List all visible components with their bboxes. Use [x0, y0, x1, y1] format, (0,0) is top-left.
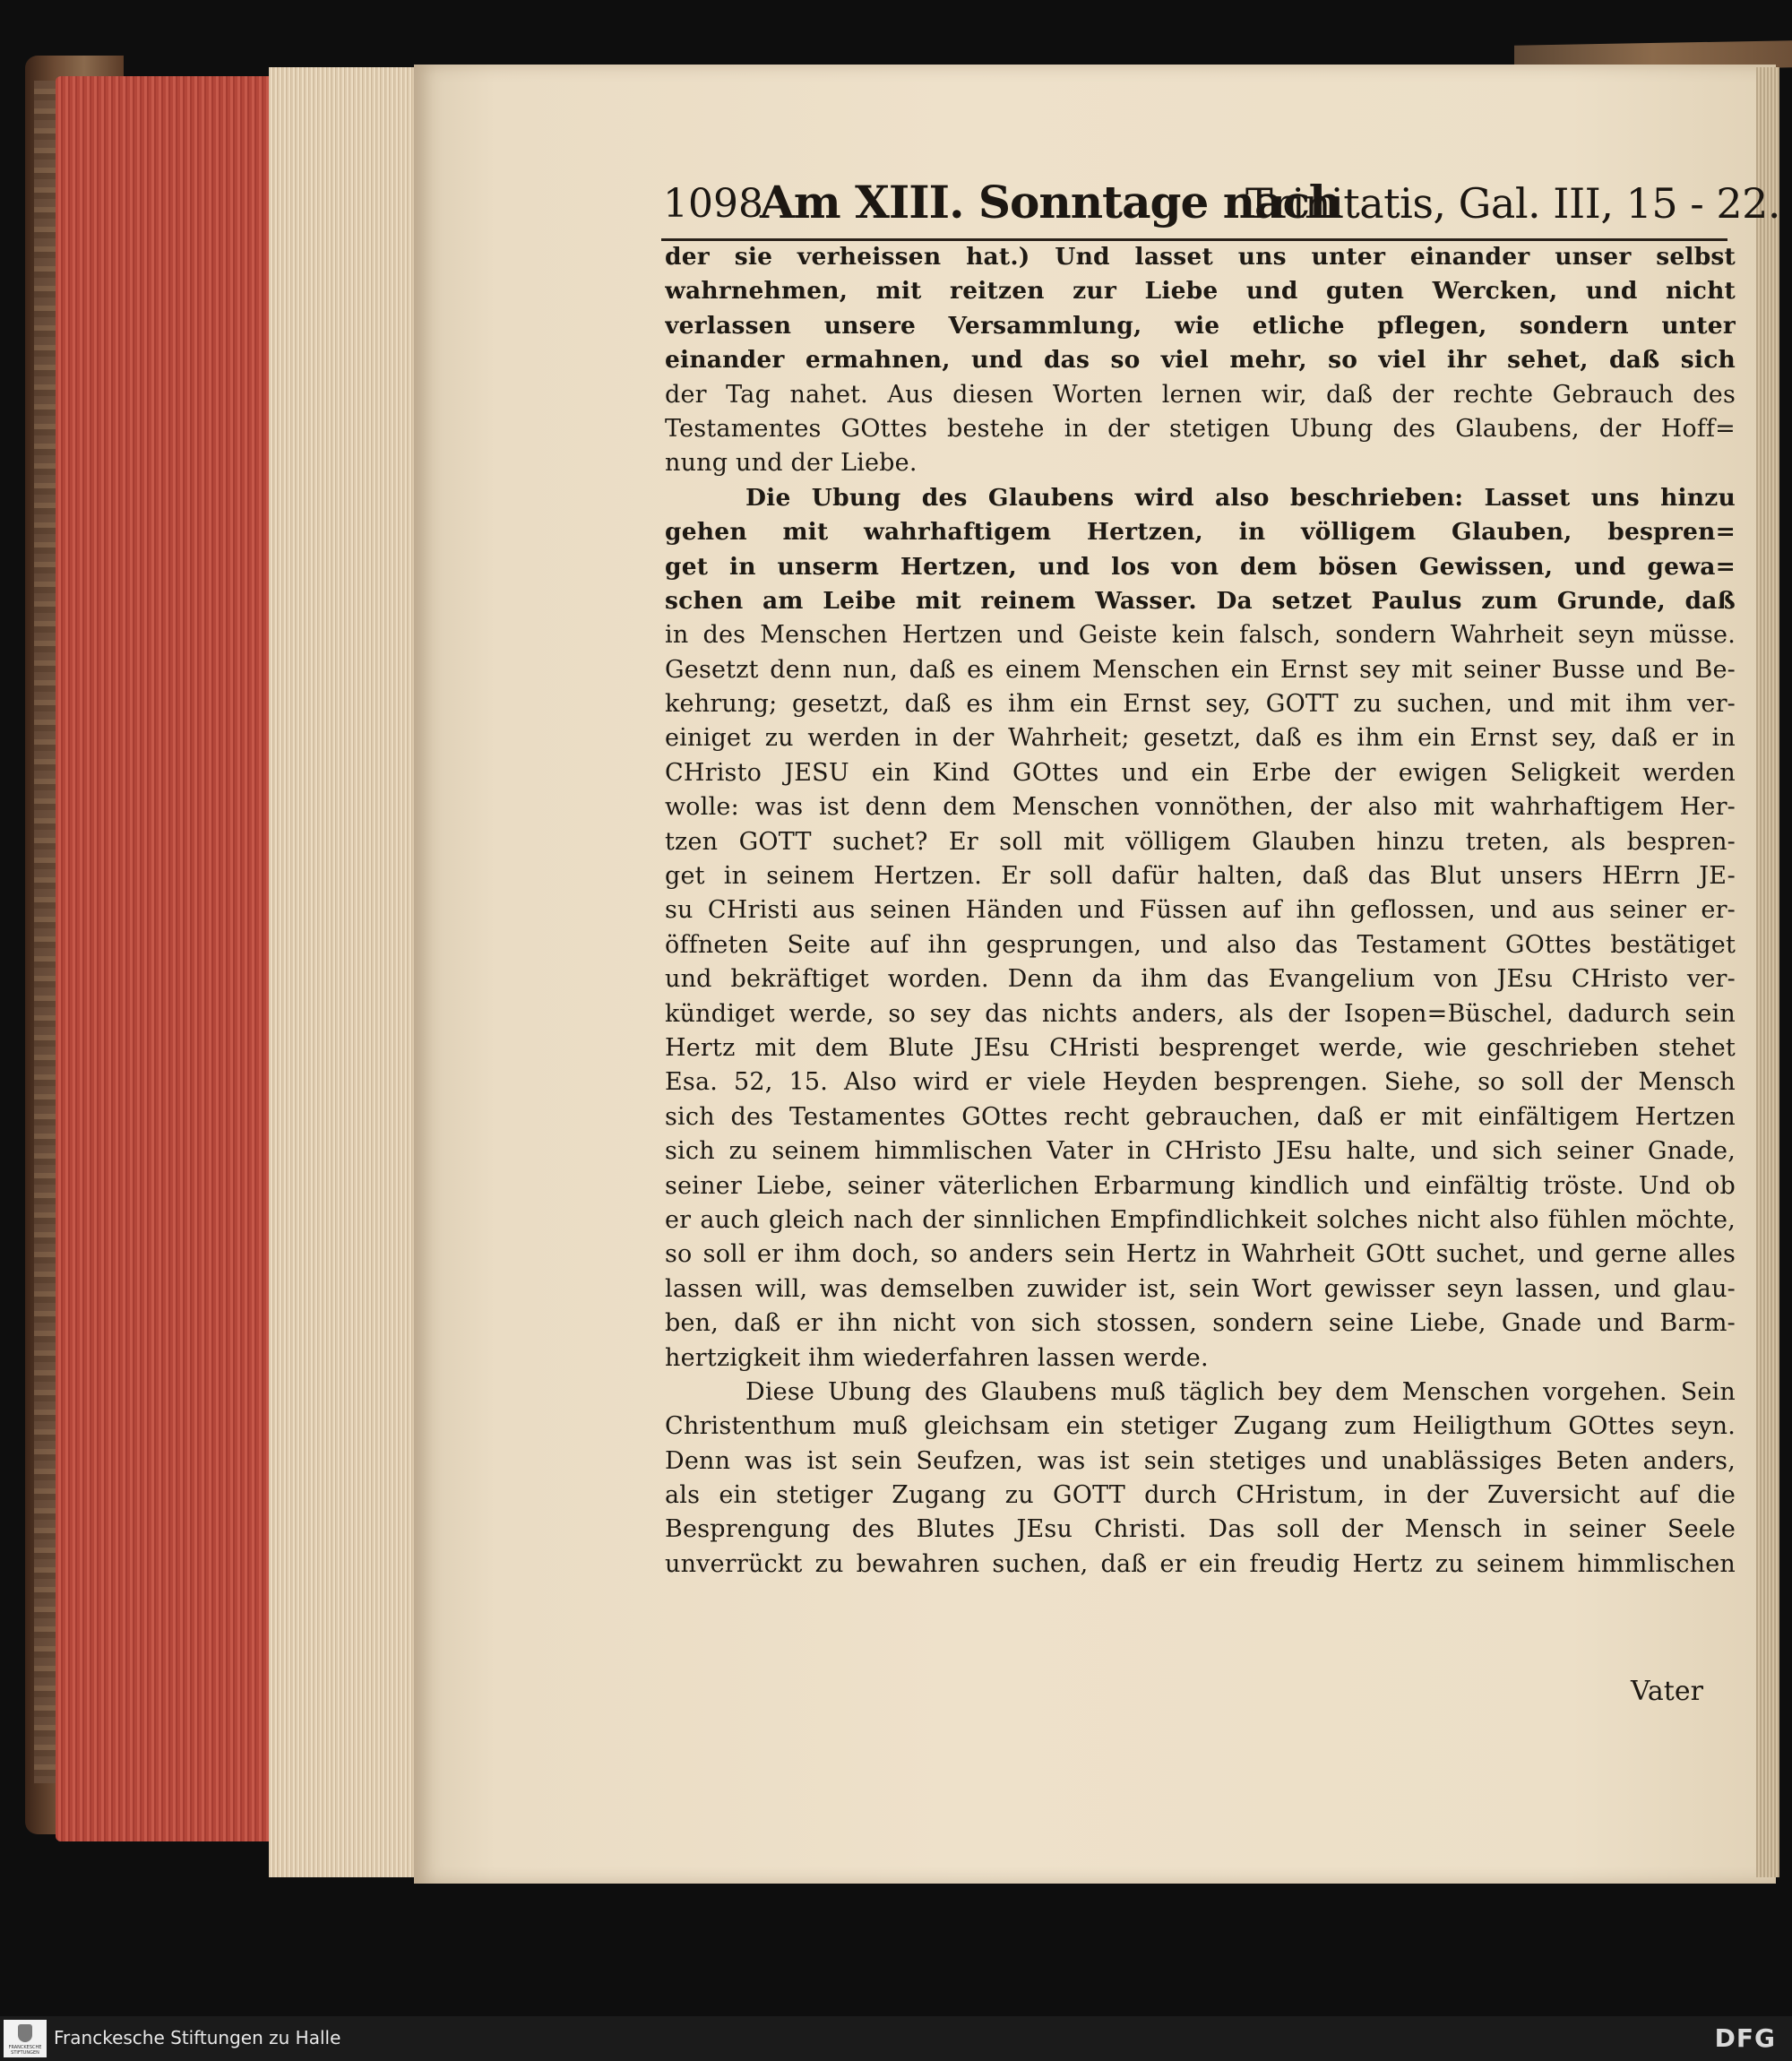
running-header	[663, 170, 1781, 242]
text-line: get in unserm Hertzen, und los von dem bösen Gewissen, und gewa=	[665, 552, 1736, 581]
text-line: sich zu seinem himmlischen Vater in CHristo JEsu halte, und sich seiner Gnade,	[665, 1137, 1736, 1166]
red-page-edges	[56, 76, 289, 1841]
text-line: wolle: was ist denn dem Menschen vonnöthen, der also mit wahrhaftigem Her-	[665, 793, 1736, 822]
text-line: der Tag nahet. Aus diesen Worten lernen wir, daß der rechte Gebrauch des	[665, 380, 1736, 409]
logo-text: FRANCKESCHE STIFTUNGEN	[8, 2045, 42, 2056]
institution-name: Franckesche Stiftungen zu Halle	[54, 2027, 341, 2048]
text-line: su CHristi aus seinen Händen und Füssen auf ihn geflossen, und aus seiner er-	[665, 896, 1736, 925]
text-line: Besprengung des Blutes JEsu Christi. Das soll der Mensch in seiner Seele	[665, 1515, 1736, 1544]
text-line: get in seinem Hertzen. Er soll dafür halten, daß das Blut unsers HErrn JE-	[665, 862, 1736, 891]
text-line: sich des Testamentes GOttes recht gebrauchen, daß er mit einfältigem Hertzen	[665, 1102, 1736, 1131]
page-number: 1098	[663, 181, 763, 227]
text-line: Christenthum muß gleichsam ein stetiger Zugang zum Heiligthum GOttes seyn.	[665, 1412, 1736, 1441]
text-line: gehen mit wahrhaftigem Hertzen, in völligem Glauben, bespren=	[665, 518, 1736, 547]
header-reference: Trinitatis, Gal. III, 15 - 22.	[1245, 179, 1781, 228]
text-line: öffneten Seite auf ihn gesprungen, und also das Testament GOttes bestätiget	[665, 930, 1736, 959]
text-line: kündiget werde, so sey das nichts anders, als der Isopen=Büschel, dadurch sein	[665, 999, 1736, 1028]
text-line: so soll er ihm doch, so anders sein Hertz in Wahrheit GOtt suchet, und gerne alles	[665, 1240, 1736, 1269]
text-line: einander ermahnen, und das so viel mehr, so viel ihr sehet, daß sich	[665, 346, 1736, 375]
text-line: verlassen unsere Versammlung, wie etliche pflegen, sondern unter	[665, 311, 1736, 340]
text-line: er auch gleich nach der sinnlichen Empfindlichkeit solches nicht also fühlen möchte,	[665, 1205, 1736, 1234]
catchword: Vater	[1631, 1676, 1703, 1707]
text-line: CHristo JESU ein Kind GOttes und ein Erbe der ewigen Seligkeit werden	[665, 758, 1736, 787]
header-title: Am XIII. Sonntage nach	[760, 176, 1341, 229]
text-line: Denn was ist sein Seufzen, was ist sein stetiges und unablässiges Beten anders,	[665, 1446, 1736, 1475]
text-line: lassen will, was demselben zuwider ist, sein Wort gewisser seyn lassen, und glau-	[665, 1274, 1736, 1303]
text-line: der sie verheissen hat.) Und lasset uns unter einander unser selbst	[665, 243, 1736, 271]
text-line: und bekräftiget worden. Denn da ihm das Evangelium von JEsu CHristo ver-	[665, 965, 1736, 994]
text-line: ben, daß er ihn nicht von sich stossen, sondern seine Liebe, Gnade und Barm-	[665, 1309, 1736, 1338]
text-line: schen am Leibe mit reinem Wasser. Da setzet Paulus zum Grunde, daß	[665, 586, 1736, 615]
text-line: Hertz mit dem Blute JEsu CHristi besprenget werde, wie geschrieben stehet	[665, 1033, 1736, 1062]
dfg-logo: DFG	[1714, 2023, 1776, 2053]
text-line: einiget zu werden in der Wahrheit; gesetzt, daß es ihm ein Ernst sey, daß er in	[665, 724, 1736, 753]
text-line: Diese Ubung des Glaubens muß täglich bey dem Menschen vorgehen. Sein	[745, 1377, 1736, 1406]
page-stack-right	[1756, 67, 1779, 1877]
text-line: wahrnehmen, mit reitzen zur Liebe und guten Wercken, und nicht	[665, 277, 1736, 306]
text-line: nung und der Liebe.	[665, 449, 918, 478]
text-line: in des Menschen Hertzen und Geiste kein falsch, sondern Wahrheit seyn müsse.	[665, 621, 1736, 650]
page-stack-left	[269, 67, 417, 1877]
body-text	[665, 240, 1736, 1582]
logo-mark-icon	[18, 2024, 32, 2042]
viewer-footer	[0, 2016, 1792, 2061]
text-line: Gesetzt denn nun, daß es einem Menschen ein Ernst sey mit seiner Busse und Be-	[665, 655, 1736, 684]
text-line: seiner Liebe, seiner väterlichen Erbarmung kindlich und einfältig tröste. Und ob	[665, 1171, 1736, 1200]
text-line: Die Ubung des Glaubens wird also beschrieben: Lasset uns hinzu	[745, 483, 1736, 512]
text-line: hertzigkeit ihm wiederfahren lassen werde.	[665, 1343, 1209, 1372]
text-line: Esa. 52, 15. Also wird er viele Heyden besprengen. Siehe, so soll der Mensch	[665, 1068, 1736, 1097]
text-line: unverrückt zu bewahren suchen, daß er ein freudig Hertz zu seinem himmlischen	[665, 1549, 1736, 1578]
text-line: kehrung; gesetzt, daß es ihm ein Ernst sey, GOTT zu suchen, und mit ihm ver-	[665, 690, 1736, 719]
text-line: tzen GOTT suchet? Er soll mit völligem Glauben hinzu treten, als bespren-	[665, 827, 1736, 856]
text-line: als ein stetiger Zugang zu GOTT durch CHristum, in der Zuversicht auf die	[665, 1481, 1736, 1510]
text-line: Testamentes GOttes bestehe in der stetigen Ubung des Glaubens, der Hoff=	[665, 414, 1736, 443]
institution-logo	[4, 2020, 47, 2057]
